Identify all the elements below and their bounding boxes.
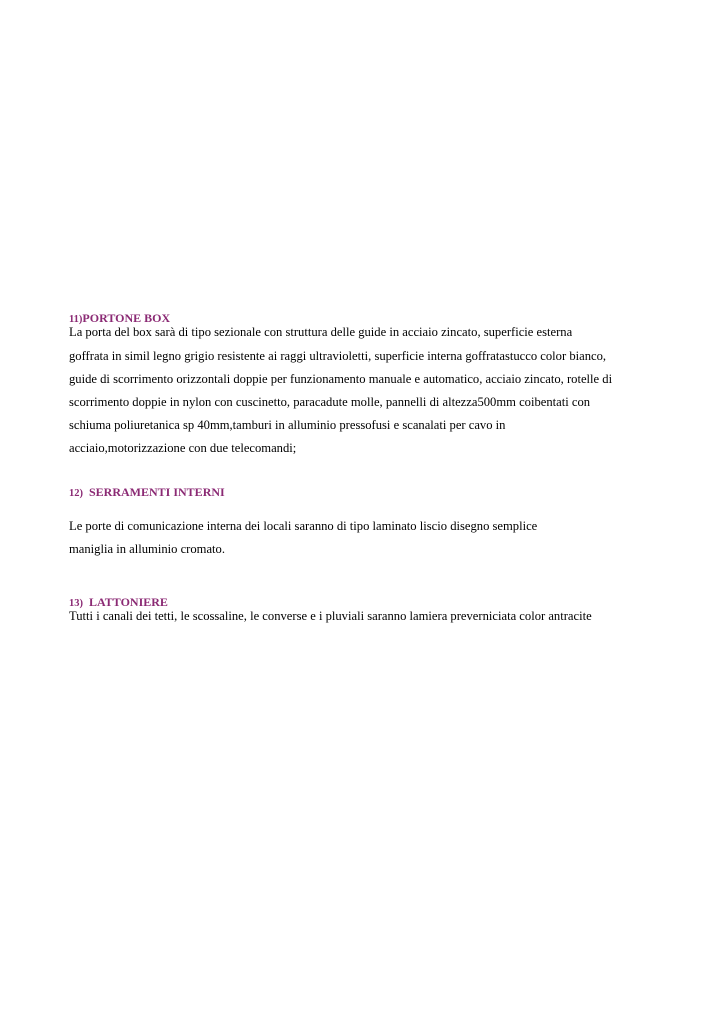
section-heading-portone-box (69, 311, 170, 326)
section-heading-lattoniere (69, 595, 168, 610)
section-heading-serramenti-interni (69, 485, 225, 500)
section-number: 11) (69, 314, 83, 325)
section-title: PORTONE BOX (82, 311, 171, 325)
paragraph-line: La porta del box sarà di tipo sezionale con struttura delle guide in acciaio zincato, superficie esterna (69, 325, 573, 339)
paragraph-line: goffrata in simil legno grigio resistente ai raggi ultravioletti, superficie interna goffratastucco color bianco, (69, 349, 607, 363)
paragraph-line: maniglia in alluminio cromato. (69, 542, 225, 556)
paragraph-line: Le porte di comunicazione interna dei locali saranno di tipo laminato liscio disegno semplice (69, 519, 538, 533)
paragraph-line: guide di scorrimento orizzontali doppie per funzionamento manuale e automatico, acciaio zincato, rotelle di (69, 372, 613, 386)
paragraph-line: scorrimento doppie in nylon con cuscinetto, paracadute molle, pannelli di altezza500mm coibentati con (69, 395, 591, 409)
section-number: 12) (69, 488, 83, 499)
section-title: SERRAMENTI INTERNI (89, 485, 225, 499)
section-number: 13) (69, 598, 83, 609)
paragraph-line: Tutti i canali dei tetti, le scossaline, le converse e i pluviali saranno lamiera preverniciata color antracite (69, 609, 592, 623)
section-title: LATTONIERE (89, 595, 168, 609)
paragraph-line: schiuma poliuretanica sp 40mm,tamburi in alluminio pressofusi e scanalati per cavo in (69, 418, 506, 432)
paragraph-line: acciaio,motorizzazione con due telecomandi; (69, 441, 297, 455)
